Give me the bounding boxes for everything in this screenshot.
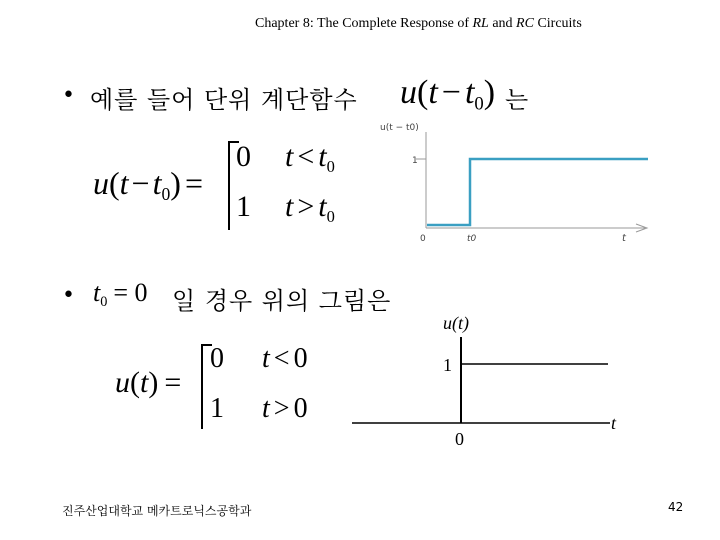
eq1-t0: t [152,165,162,201]
eq1-paren-open: ( [109,165,120,201]
eq2-paren-close: ) [148,366,159,399]
header-title-rl: RL [472,16,489,31]
b2-equals-zero: = 0 [113,278,148,307]
eq1-case1-t: t [285,140,294,173]
eq1-case2-condition [285,190,335,227]
minus-sign: − [441,74,461,111]
paren-close: ) [483,74,496,111]
eq2-case1-less: < [273,343,290,374]
graph1-ylabel: u(t − t0) [380,123,419,133]
eq2-case2-condition [262,393,308,425]
eq1-u: u [93,165,109,201]
graph2-y-tick-label: 1 [443,355,452,375]
eq2-case2-zero: 0 [293,393,308,424]
bullet-1-marker: • [62,83,75,108]
graph1-step-line [427,159,648,225]
eq1-case2-t: t [285,190,294,223]
graph2-ylabel: u(t) [443,313,469,333]
func-t0-sub: 0 [474,93,484,115]
graph2-x-axis-label: t [611,413,617,433]
eq2-t: t [140,366,149,399]
eq2-equals: = [164,366,182,399]
graph-1 [370,118,670,248]
bullet-2-condition [93,278,148,311]
eq1-t0-sub: 0 [161,184,171,205]
eq1-case1-t0: t [318,140,327,173]
eq1-paren-close: ) [170,165,181,201]
eq2-u: u [115,366,130,399]
header-title-prefix: Chapter 8: The Complete Response of [255,16,473,31]
eq1-case1-value: 0 [236,140,251,173]
eq1-case2-t0: t [318,190,327,223]
eq2-case1-t: t [262,343,270,374]
eq1-case2-greater: > [297,190,315,223]
graph-2 [340,305,640,450]
header-title-and: and [488,16,517,31]
eq2-case2-value: 1 [210,393,224,424]
eq2-case2-t: t [262,393,270,424]
equation-2-lhs [115,366,181,400]
header-title-suffix: Circuits [533,16,582,31]
bullet-1-suffix: 는 [505,86,530,114]
eq1-case1-condition [285,140,335,177]
eq2-case1-zero: 0 [293,343,308,374]
bullet-2-marker: • [62,283,75,308]
b2-t0: t [93,278,101,307]
eq2-paren-open: ( [130,366,140,399]
b2-t0-sub: 0 [100,294,108,310]
func-t: t [428,74,438,111]
graph2-x-origin: 0 [455,429,464,449]
graph1-x-origin: 0 [420,234,426,244]
graph1-x-step-label: t0 [467,234,477,244]
bullet-1-text: 예를 들어 단위 계단함수 [90,86,358,114]
header-title-rc: RC [516,16,534,31]
eq2-case2-greater: > [273,393,290,424]
eq2-case1-condition [262,343,308,375]
func-t0: t [464,74,475,111]
eq1-t: t [119,165,129,201]
paren-open: ( [417,74,429,111]
graph1-x-axis-label: t [622,233,626,244]
func-u: u [400,74,417,111]
bullet-1-function [400,74,495,116]
eq1-case1-less: < [297,140,315,173]
eq1-case1-t0-sub: 0 [326,156,335,176]
eq1-case2-t0-sub: 0 [326,206,335,226]
equation-1-lhs [93,165,203,205]
slide-header [255,16,582,32]
footer-department: 진주산업대학교 메카트로닉스공학과 [62,504,252,518]
eq1-minus: − [131,165,150,201]
eq1-equals: = [184,165,203,201]
graph1-y-tick-label: 1 [412,156,418,166]
bullet-2-text: 일 경우 위의 그림은 [172,287,392,315]
eq2-case1-value: 0 [210,343,224,374]
page-number: 42 [668,500,684,514]
eq1-case2-value: 1 [236,190,251,223]
